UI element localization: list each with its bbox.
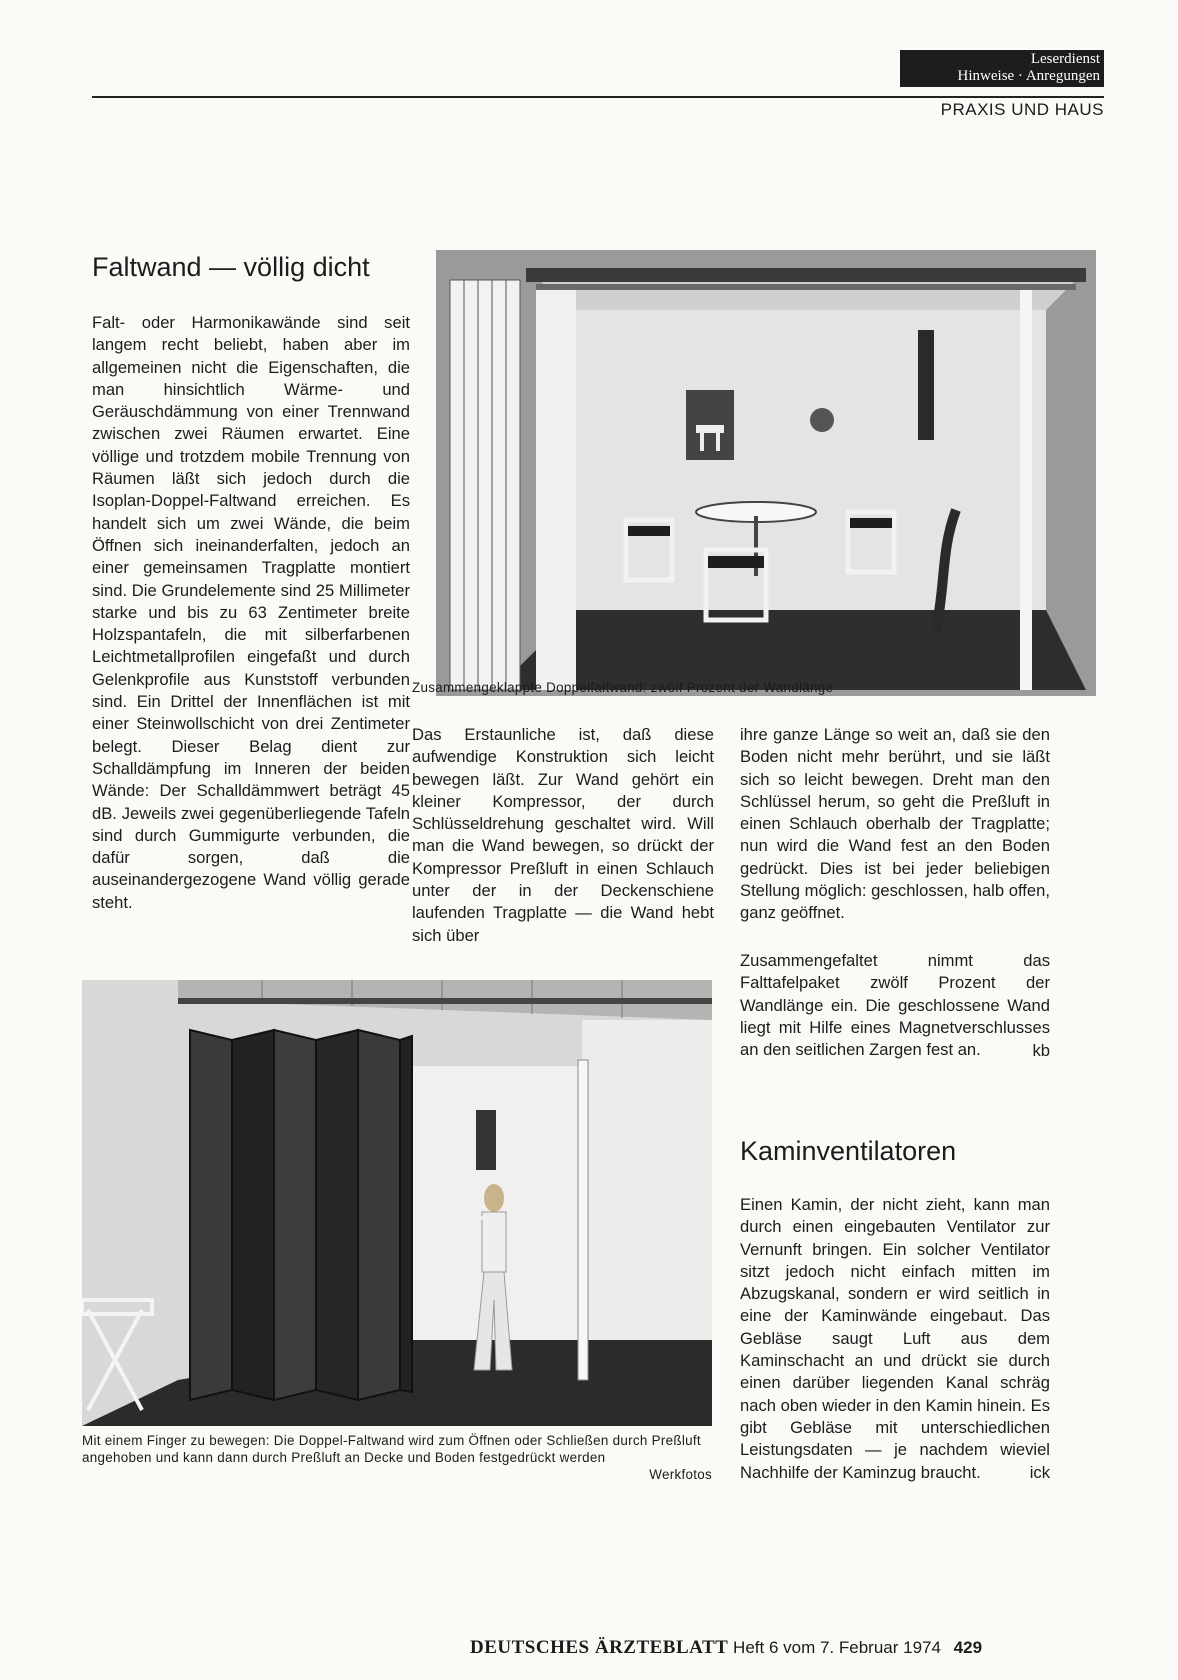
- photo-folded-wall-room: [436, 250, 1096, 696]
- magazine-name: DEUTSCHES ÄRZTEBLATT: [470, 1637, 729, 1658]
- article-column-1-text: Falt- oder Harmonikawände sind seit langem recht beliebt, haben aber im allgemeinen nicht die Eigenschaften, die man hinsichtlich Wärme- und Geräuschdämmung von einer Trennwand zwischen zwei Räumen erwartet. Eine völlige und trotzdem mobile Trennung von Räumen läßt sich jedoch durch die Isoplan-Doppel-Faltwand erreichen. Es handelt sich um zwei Wände, die beim Öffnen sich ineinanderfalten, jedoch an einer gemeinsamen Tragplatte montiert sind. Die Grundelemente sind 25 Millimeter starke und bis zu 63 Zentimeter breite Holzspantafeln, die mit silberfarbenen Leichtmetallprofilen eingefaßt und durch Gelenkprofile aus Kunststoff verbunden sind. Ein Drittel der Innenflächen ist mit einer Steinwollschicht von drei Zentimeter belegt. Dieser Belag dient zur Schalldämpfung im Inneren der beiden Wände: Der Schalldämmwert beträgt 45 dB. Jeweils zwei gegenüberliegende Tafeln sind durch Gummigurte verbunden, die dafür sorgen, daß die auseinandergezogene Wand völlig gerade steht.: [92, 313, 410, 912]
- article-column-3-text-b: [740, 950, 1050, 1061]
- article-column-3: [740, 724, 1050, 925]
- author-initials-ick: ick: [1029, 1463, 1050, 1482]
- badge-line-1: Leserdienst: [1030, 51, 1100, 67]
- page-number: 429: [953, 1638, 983, 1657]
- article-column-3-text-a: ihre ganze Länge so weit an, daß sie den Boden nicht mehr berührt, und sie läßt sich so leicht bewegen. Dreht man den Schlüssel herum, so geht die Preßluft in einen Schlauch oberhalb der Tragplatte; nun wird die Wand fest an den Boden gedrückt. Dies ist bei jeder beliebigen Stellung möglich: geschlossen, halb offen, ganz geöffnet.: [740, 725, 1050, 923]
- photo-caption-1: Zusammengeklappte Doppelfaltwand: zwölf Prozent der Wandlänge: [412, 680, 834, 695]
- article-2-text: Einen Kamin, der nicht zieht, kann man durch einen eingebauten Ventilator zur Vernunft bringen. Ein solcher Ventilator sitzt jedoch nicht einfach mitten im Abzugskanal, sondern er wird seitlich in eine der Kaminwände eingebaut. Das Gebläse saugt Luft aus dem Kaminschacht an und drückt sie durch einen darüber liegenden Kanal schräg nach oben wieder in den Kamin hinein. Es gibt Gebläse mit unterschiedlichen Leistungsdaten — je nachdem wieviel Nachhilfe der Kaminzug braucht.: [740, 1195, 1050, 1482]
- section-label: PRAXIS UND HAUS: [940, 100, 1104, 119]
- author-initials-kb: kb: [1032, 1041, 1050, 1060]
- article-column-2-text: Das Erstaunliche ist, daß diese aufwendige Konstruktion sich leicht bewegen läßt. Zur Wand gehört ein kleiner Kompressor, der durch Schlüsseldrehung geschaltet wird. Will man die Wand bewegen, so drückt der Kompressor Preßluft in einen Schlauch unter der in der Deckenschiene laufenden Tragplatte — die Wand hebt sich über: [412, 725, 714, 945]
- article-column-3b: [740, 950, 1050, 1061]
- photo-credit: Werkfotos: [649, 1467, 712, 1482]
- article-2-body: [740, 1194, 1050, 1484]
- article-title-faltwand: Faltwand — völlig dicht: [92, 252, 370, 282]
- article-column-1: [92, 312, 410, 914]
- header-rule: [92, 96, 1104, 98]
- photo-caption-2: [82, 1432, 712, 1466]
- issue-info: Heft 6 vom 7. Februar 1974: [733, 1638, 941, 1657]
- photo-woman-opening-wall: [82, 980, 712, 1426]
- article-column-3-text-b-body: Zusammengefaltet nimmt das Falttafelpaket zwölf Prozent der Wandlänge ein. Die geschlossene Wand liegt mit Hilfe eines Magnetverschlusses an den seitlichen Zargen fest an.: [740, 951, 1050, 1060]
- photo-caption-2-text: Mit einem Finger zu bewegen: Die Doppel-Faltwand wird zum Öffnen oder Schließen durch Preßluft angehoben und kann dann durch Preßluft an Decke und Boden festgedrückt werden: [82, 1433, 701, 1465]
- badge-line-2: Hinweise · Anregungen: [957, 68, 1100, 84]
- page-footer: [470, 1637, 1104, 1659]
- article-title-kaminventilatoren: Kaminventilatoren: [740, 1136, 957, 1166]
- article-column-2: [412, 724, 714, 947]
- leserdienst-badge: [900, 50, 1104, 87]
